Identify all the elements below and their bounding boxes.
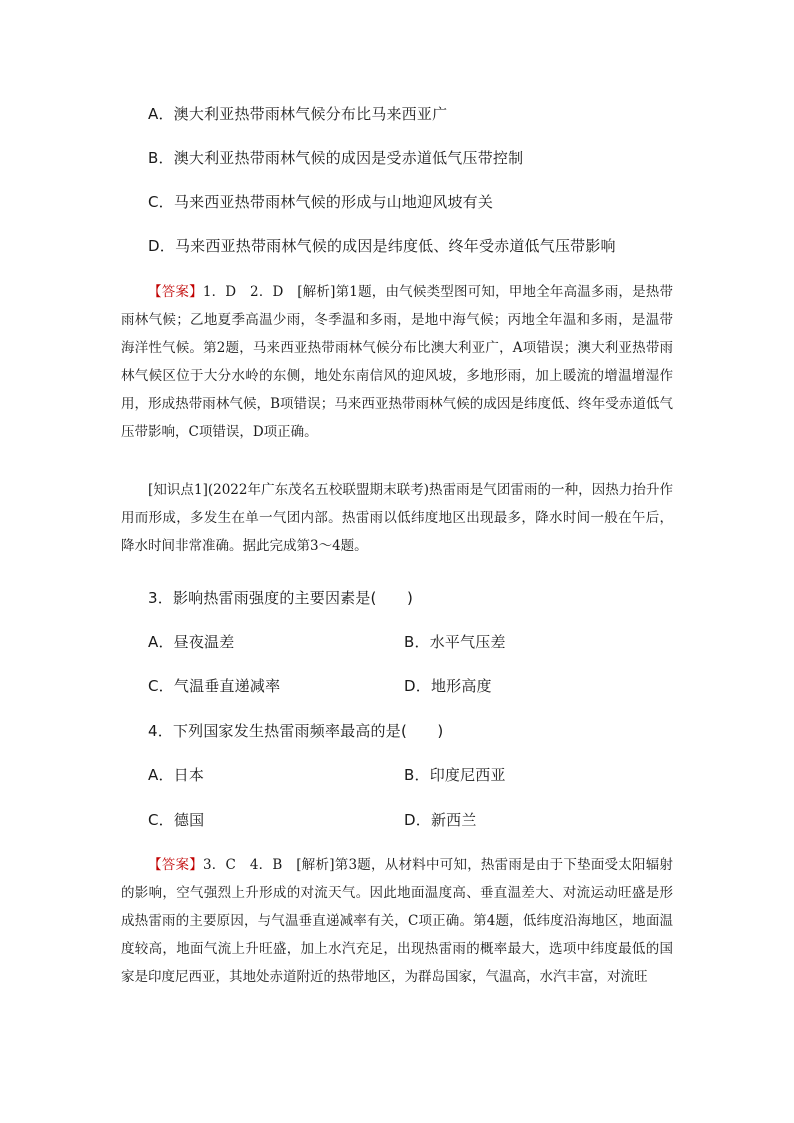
answer-block-1 (121, 278, 673, 446)
q3-option-b[interactable]: B．水平气压差 (404, 633, 506, 651)
question-3-stem: 3．影响热雷雨强度的主要因素是( ) (148, 589, 414, 607)
question-4-stem: 4．下列国家发生热雷雨频率最高的是( ) (148, 722, 444, 740)
q4-option-c[interactable]: C．德国 (148, 811, 205, 829)
q4-option-b[interactable]: B．印度尼西亚 (404, 766, 506, 784)
option-a[interactable]: A．澳大利亚热带雨林气候分布比马来西亚广 (148, 105, 448, 123)
option-b[interactable]: B．澳大利亚热带雨林气候的成因是受赤道低气压带控制 (148, 149, 524, 167)
answer-tag: 【答案】 (148, 857, 203, 873)
knowledge-point: [知识点1](2022年广东茂名五校联盟期末联考)热雷雨是气团雷雨的一种，因热力抬升作用而形成，多发生在单一气团内部。热雷雨以低纬度地区出现最多，降水时间一般在午后，降水时间非常准确。据此完成第3～4题。 (121, 482, 673, 554)
answer-text: 3．C 4．B [解析]第3题，从材料中可知，热雷雨是由于下垫面受太阳辐射的影响，空气强烈上升形成的对流天气。因此地面温度高、垂直温差大、对流运动旺盛是形成热雷雨的主要原因，与气温垂直递减率有关，C项正确。第4题，低纬度沿海地区，地面温度较高，地面气流上升旺盛，加上水汽充足，出现热雷雨的概率最大，选项中纬度最低的国家是印度尼西亚，其地处赤道附近的热带地区，为群岛国家，气温高，水汽丰富，对流旺 (121, 857, 673, 985)
q4-option-d[interactable]: D．新西兰 (404, 811, 477, 829)
q3-option-c[interactable]: C．气温垂直递减率 (148, 677, 281, 695)
answer-text: 1．D 2．D [解析]第1题，由气候类型图可知，甲地全年高温多雨，是热带雨林气候；乙地夏季高温少雨，冬季温和多雨，是地中海气候；丙地全年温和多雨，是温带海洋性气候。第2题，马来西亚热带雨林气候分布比澳大利亚广，A项错误；澳大利亚热带雨林气候区位于大分水岭的东侧，地处东南信风的迎风坡，多地形雨，加上暖流的增温增湿作用，形成热带雨林气候，B项错误；马来西亚热带雨林气候的成因是纬度低、终年受赤道低气压带影响，C项错误，D项正确。 (121, 284, 674, 440)
q3-option-d[interactable]: D．地形高度 (404, 677, 492, 695)
q4-option-a[interactable]: A．日本 (148, 766, 205, 784)
option-d[interactable]: D．马来西亚热带雨林气候的成因是纬度低、终年受赤道低气压带影响 (148, 237, 616, 255)
option-c[interactable]: C．马来西亚热带雨林气候的形成与山地迎风坡有关 (148, 193, 494, 211)
answer-tag: 【答案】 (148, 284, 203, 300)
q3-option-a[interactable]: A．昼夜温差 (148, 633, 235, 651)
answer-block-2 (121, 851, 673, 991)
